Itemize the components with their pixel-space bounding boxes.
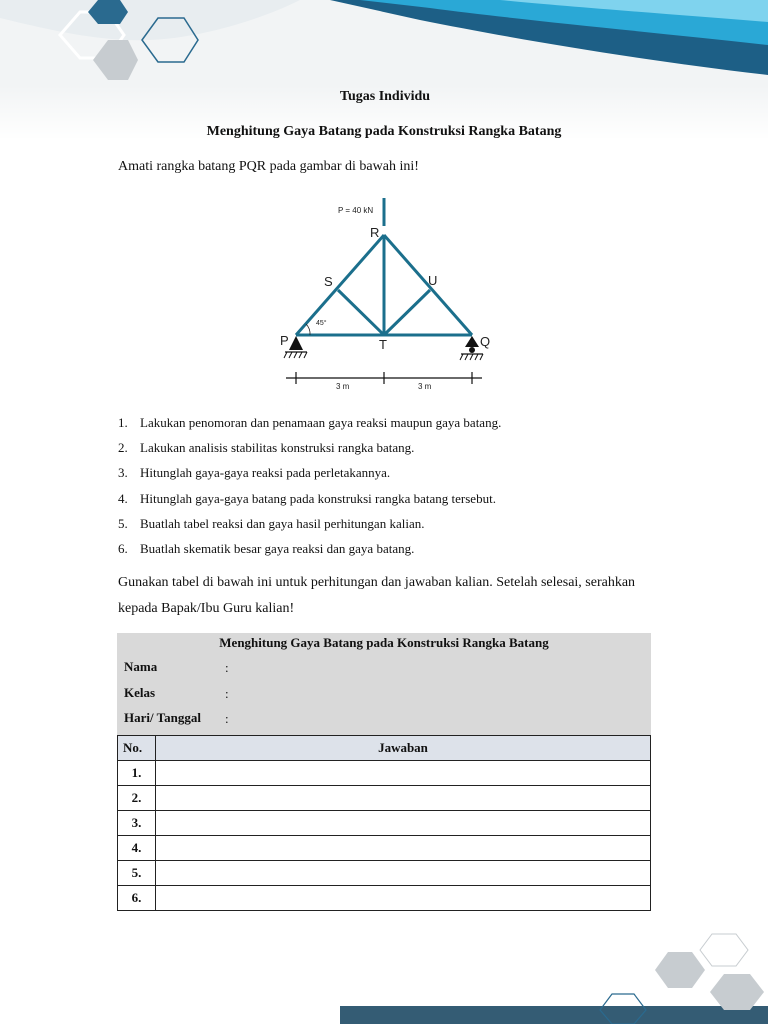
instruction-text: Gunakan tabel di bawah ini untuk perhitungan dan jawaban kalian. Setelah selesai, serahkan kepada Bapak/Ibu Guru kalian!	[118, 575, 636, 616]
row-number: 3.	[118, 811, 156, 836]
dimension-line	[286, 372, 482, 384]
page-title: Tugas Individu	[339, 89, 431, 104]
field-label-nama: Nama	[124, 659, 158, 674]
hexagon-decor	[655, 952, 705, 988]
field-label-kelas: Kelas	[124, 685, 156, 700]
page-subtitle: Menghitung Gaya Batang pada Konstruksi Rangka Batang	[206, 124, 562, 139]
answer-cell[interactable]	[156, 861, 651, 886]
truss-member	[338, 290, 384, 335]
table-row	[118, 886, 651, 911]
answer-table	[117, 735, 651, 911]
span-label-left: 3 m	[336, 382, 350, 391]
load-label: P = 40 kN	[338, 206, 374, 215]
column-header-jawaban: Jawaban	[156, 736, 651, 761]
row-number: 6.	[118, 886, 156, 911]
node-label-p: P	[280, 333, 289, 348]
row-number: 1.	[118, 761, 156, 786]
table-row	[118, 786, 651, 811]
node-label-s: S	[324, 274, 333, 289]
table-row	[118, 811, 651, 836]
table-row	[118, 761, 651, 786]
angle-label: 45°	[316, 320, 327, 327]
answer-cell[interactable]	[156, 786, 651, 811]
span-label-right: 3 m	[418, 382, 432, 391]
footer-bar	[340, 1006, 768, 1024]
truss-diagram	[272, 192, 496, 392]
intro-text: Amati rangka batang PQR pada gambar di bawah ini!	[118, 159, 419, 174]
hexagon-decor	[700, 934, 748, 966]
field-colon[interactable]: :	[225, 711, 229, 726]
list-item: 5. Buatlah tabel reaksi dan gaya hasil perhitungan kalian.	[118, 515, 425, 531]
footer-decor	[0, 930, 768, 1024]
row-number: 2.	[118, 786, 156, 811]
node-label-q: Q	[480, 334, 491, 349]
field-label-hari-tanggal: Hari/ Tanggal	[124, 710, 201, 725]
list-item: 3. Hitunglah gaya-gaya reaksi pada perletakannya.	[118, 465, 391, 481]
answer-sheet-header	[117, 633, 651, 735]
hexagon-decor	[710, 974, 764, 1010]
node-label-t: T	[379, 337, 387, 352]
answer-cell[interactable]	[156, 761, 651, 786]
field-colon[interactable]: :	[225, 660, 229, 675]
node-label-u: U	[428, 273, 438, 288]
table-row	[118, 861, 651, 886]
row-number: 5.	[118, 861, 156, 886]
field-colon[interactable]: :	[225, 686, 229, 701]
list-item: 2. Lakukan analisis stabilitas konstruksi rangka batang.	[118, 440, 415, 456]
answer-sheet-title: Menghitung Gaya Batang pada Konstruksi Rangka Batang	[219, 635, 549, 650]
node-label-r: R	[370, 225, 380, 240]
table-header-row	[118, 736, 651, 761]
row-number: 4.	[118, 836, 156, 861]
list-item: 4. Hitunglah gaya-gaya batang pada konstruksi rangka batang tersebut.	[118, 490, 496, 506]
task-list	[118, 413, 501, 564]
table-row	[118, 836, 651, 861]
list-item: 1. Lakukan penomoran dan penamaan gaya reaksi maupun gaya batang.	[118, 415, 502, 430]
answer-cell[interactable]	[156, 886, 651, 911]
truss-member	[384, 290, 430, 335]
header-banner	[0, 0, 768, 140]
list-item: 6. Buatlah skematik besar gaya reaksi dan gaya batang.	[118, 540, 415, 556]
column-header-no: No.	[118, 736, 156, 761]
answer-sheet	[117, 633, 651, 911]
answer-cell[interactable]	[156, 811, 651, 836]
angle-arc	[306, 324, 310, 335]
answer-cell[interactable]	[156, 836, 651, 861]
